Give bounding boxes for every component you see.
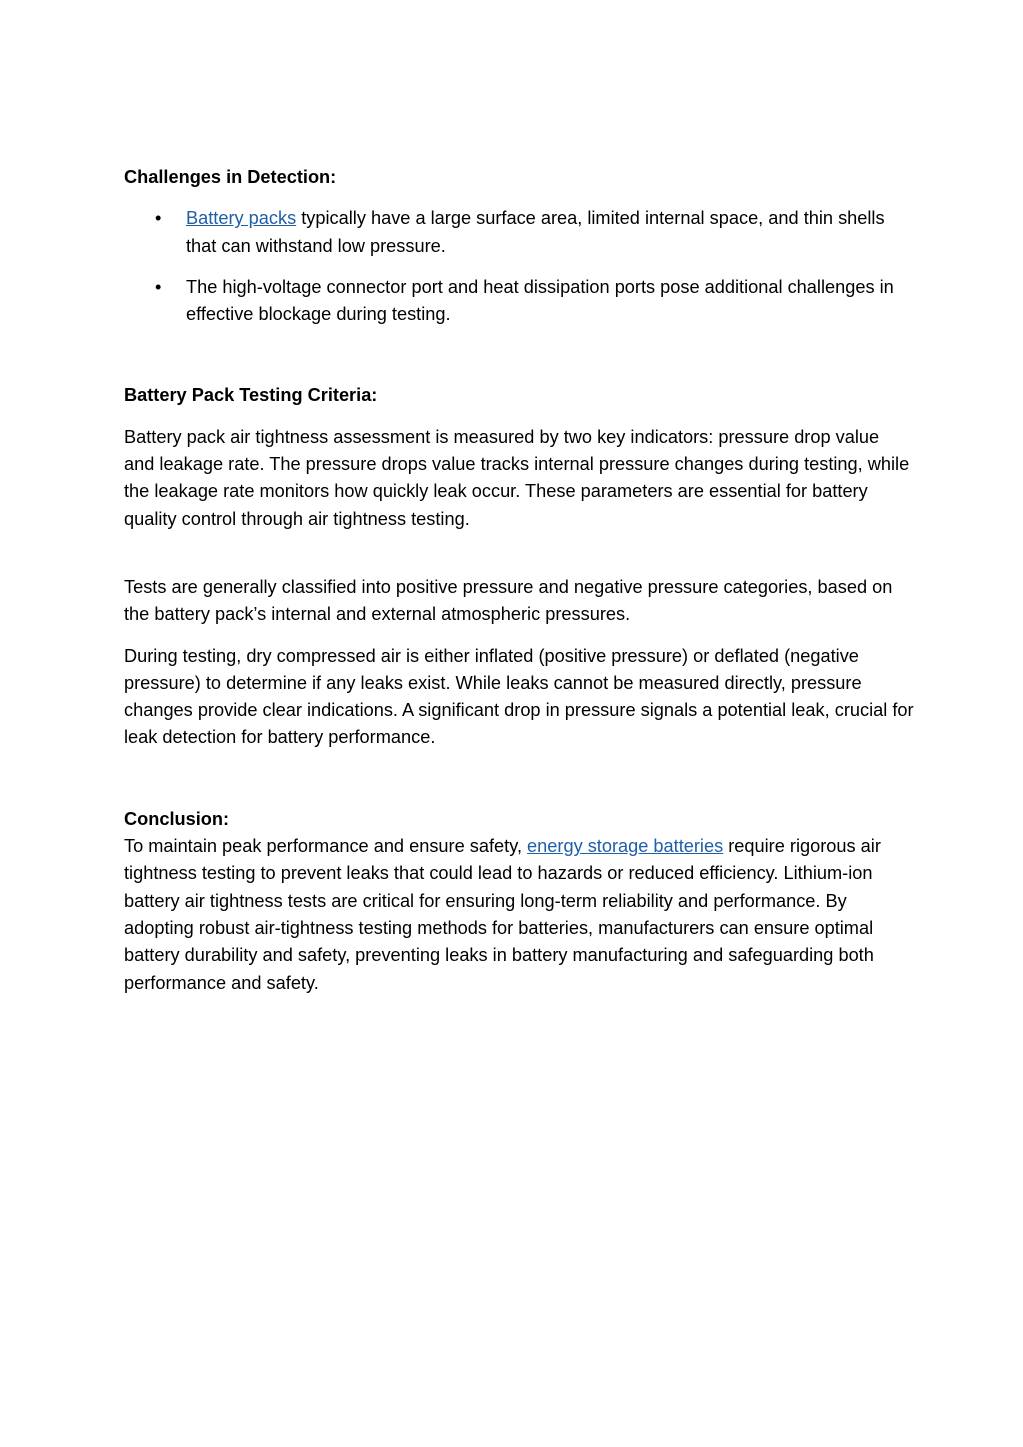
conclusion-text-before: To maintain peak performance and ensure safety,: [124, 836, 528, 857]
spacer: [124, 752, 914, 806]
criteria-paragraph-3: During testing, dry compressed air is either inflated (positive pressure) or deflated (negative pressure) to determine if any leaks exist. While leaks cannot be measured directly, pressure changes provide clear indications. A significant drop in pressure signals a potential leak, crucial for leak detection for battery performance.: [124, 645, 914, 748]
list-item: [124, 274, 914, 329]
criteria-paragraph-2: Tests are generally classified into positive pressure and negative pressure categories, based on the battery pack’s internal and external atmospheric pressures.: [124, 576, 893, 625]
bullet-icon: •: [155, 208, 162, 229]
list-item-text: typically have a large surface area, limited internal space, and thin shells that can withstand low pressure.: [186, 208, 885, 256]
document-page: [124, 164, 914, 997]
conclusion-heading: Conclusion:: [124, 808, 230, 829]
spacer: [124, 629, 914, 643]
conclusion-text-after: require rigorous air tightness testing to prevent leaks that could lead to hazards or reduced efficiency. Lithium-ion battery air tightness tests are critical for ensuring long-term reliability and performance. By adopting robust air-tightness testing methods for batteries, manufacturers can ensure optimal battery durability and safety, preventing leaks in battery manufacturing and safeguarding both performance and safety.: [124, 836, 881, 993]
bullet-icon: •: [155, 276, 162, 297]
list-item: [124, 205, 914, 260]
spacer: [124, 533, 914, 574]
battery-packs-link[interactable]: Battery packs: [186, 208, 297, 229]
challenges-list: [124, 205, 914, 328]
spacer: [124, 260, 914, 274]
spacer: [124, 410, 914, 424]
criteria-heading: Battery Pack Testing Criteria:: [124, 385, 378, 406]
criteria-paragraph-1: Battery pack air tightness assessment is measured by two key indicators: pressure drop value and leakage rate. The pressure drops value tracks internal pressure changes during testing, while the leakage rate monitors how quickly leak occur. These parameters are essential for battery quality control through air tightness testing.: [124, 426, 910, 529]
spacer: [124, 191, 914, 205]
challenges-heading: Challenges in Detection:: [124, 167, 337, 187]
energy-storage-batteries-link[interactable]: energy storage batteries: [527, 836, 724, 857]
spacer: [124, 328, 914, 382]
conclusion-paragraph: [124, 833, 914, 997]
list-item-text: The high-voltage connector port and heat dissipation ports pose additional challenges in effective blockage during testing.: [186, 276, 894, 325]
